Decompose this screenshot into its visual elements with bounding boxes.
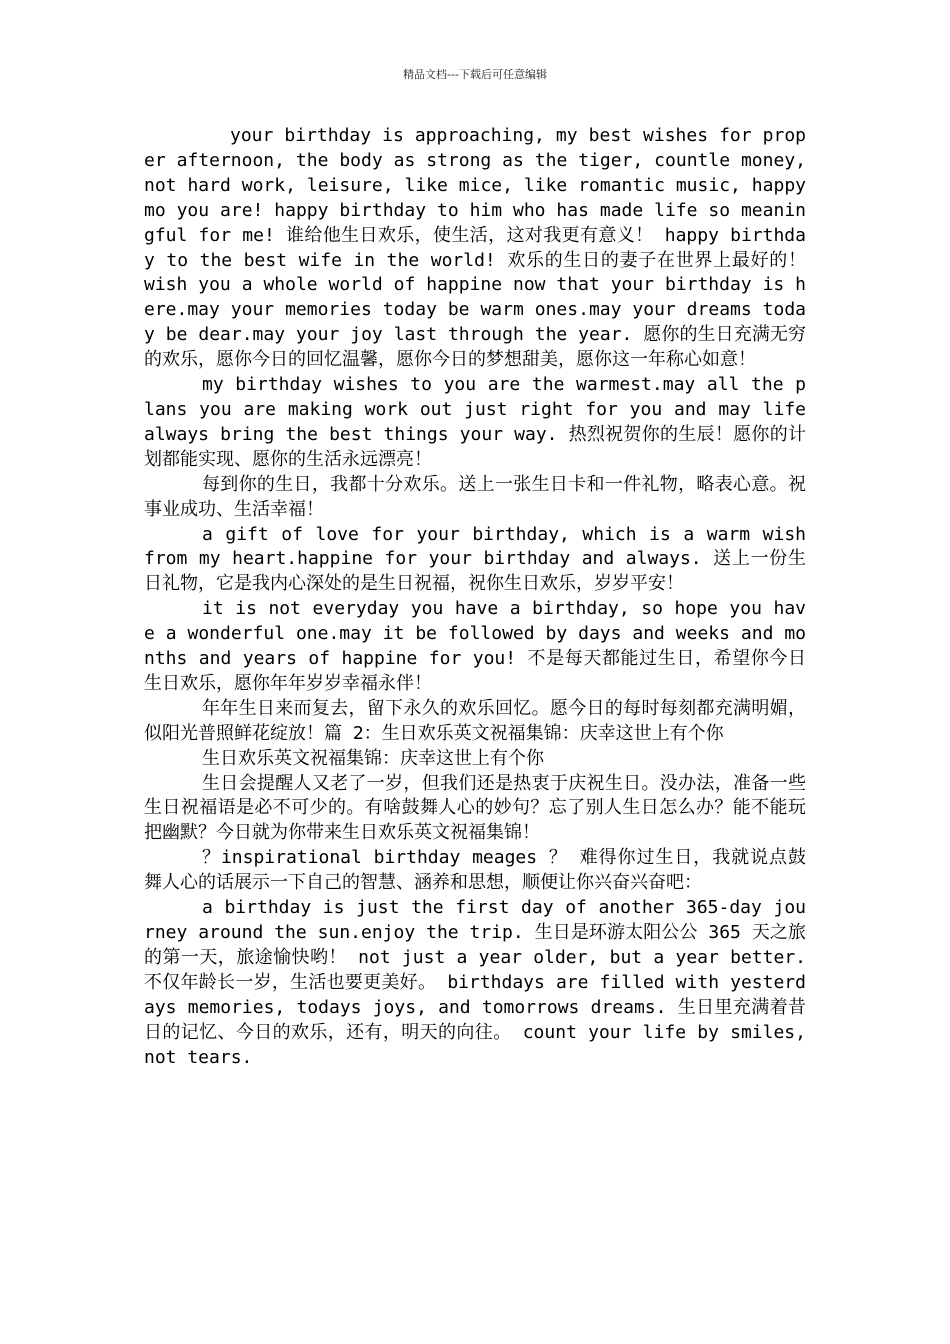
document-body	[144, 124, 806, 1070]
paragraph: a gift of love for your birthday, which is a warm wish from my heart.happine for your birthday and always. 送上一份生日礼物，它是我内心深处的是生日祝福，祝你生日欢乐，岁岁平安！	[144, 523, 806, 595]
paragraph: your birthday is approaching, my best wishes for proper afternoon, the body as strong as the tiger, countle money, not hard work, leisure, like mice, like romantic music, happy mo you are! happy birthday to him who has made life so meaningful for me! 谁给他生日欢乐，使生活，这对我更有意义！ happy birthday to the best wife in the world! 欢乐的生日的妻子在世界上最好的！ wish you a whole world of happine now that your birthday is here.may your memories today be warm ones.may your dreams today be dear.may your joy last through the year. 愿你的生日充满无穷的欢乐，愿你今日的回忆温馨，愿你今日的梦想甜美，愿你这一年称心如意！	[144, 125, 806, 371]
page-header: 精品文档---下载后可任意编辑	[403, 68, 547, 81]
paragraph: 年年生日来而复去，留下永久的欢乐回忆。愿今日的每时每刻都充满明媚，似阳光普照鲜花绽放！篇 2：生日欢乐英文祝福集锦：庆幸这世上有个你	[144, 697, 806, 744]
paragraph: 生日欢乐英文祝福集锦：庆幸这世上有个你	[202, 747, 544, 769]
paragraph: a birthday is just the first day of another 365-day journey around the sun.enjoy the trip. 生日是环游太阳公公 365 天之旅的第一天，旅途愉快哟！ not just a year older, but a year better. 不仅年龄长一岁，生活也要更美好。 birthdays are filled with yesterdays memories, todays joys, and tomorrows dreams. 生日里充满着昔日的记忆、今日的欢乐，还有，明天的向往。 count your life by smiles, not tears.	[144, 897, 806, 1068]
paragraph: 生日会提醒人又老了一岁，但我们还是热衷于庆祝生日。没办法，准备一些生日祝福语是必不可少的。有啥鼓舞人心的妙句？忘了别人生日怎么办？能不能玩把幽默？今日就为你带来生日欢乐英文祝福集锦！	[144, 772, 806, 844]
paragraph: ？inspirational birthday meages ？ 难得你过生日，我就说点鼓舞人心的话展示一下自己的智慧、涵养和思想，顺便让你兴奋兴奋吧：	[144, 847, 806, 894]
paragraph: my birthday wishes to you are the warmest.may all the plans you are making work out just right for you and may life always bring the best things your way. 热烈祝贺你的生辰！愿你的计划都能实现、愿你的生活永远漂亮！	[144, 374, 806, 470]
paragraph: it is not everyday you have a birthday, so hope you have a wonderful one.may it be followed by days and weeks and months and years of happine for you! 不是每天都能过生日，希望你今日生日欢乐，愿你年年岁岁幸福永伴！	[144, 598, 806, 694]
paragraph: 每到你的生日，我都十分欢乐。送上一张生日卡和一件礼物，略表心意。祝事业成功、生活幸福！	[144, 473, 806, 520]
